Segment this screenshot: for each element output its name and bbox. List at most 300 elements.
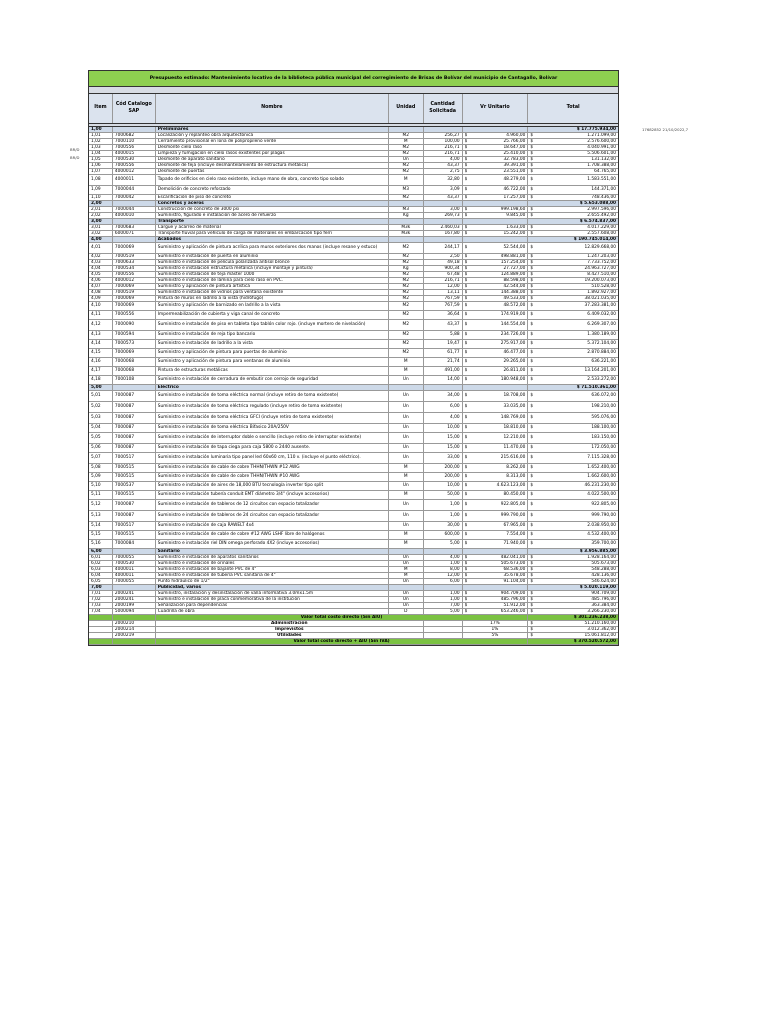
line-total-value: 172.050,00 (591, 445, 616, 451)
quantity: 6,00 (424, 579, 463, 584)
currency-sign: $ (464, 567, 468, 572)
item-name: Desmonte de aparato sanitario (156, 157, 389, 162)
line-total (528, 591, 618, 596)
currency-sign: $ (530, 341, 534, 347)
currency-sign: $ (464, 225, 468, 230)
quantity (424, 237, 463, 242)
unit: M (389, 175, 424, 185)
unit-price-value: 505.673,00 (500, 561, 526, 566)
sap-code: 7000069 (113, 296, 156, 301)
unit: Un (389, 522, 424, 530)
currency-sign: $ (464, 272, 468, 277)
table-row (89, 376, 618, 385)
line-total-value: 2.870.884,00 (587, 350, 616, 356)
unit: M3 (389, 186, 424, 194)
currency-sign: $ (530, 627, 534, 632)
line-total-value: 2.038.950,00 (587, 523, 616, 529)
line-total-value: 428.136,00 (591, 573, 616, 578)
unit-price-value: 4.960,00 (506, 133, 526, 138)
aiu-percent (424, 621, 463, 626)
unit-price (463, 266, 529, 271)
unit-price (463, 482, 529, 490)
unit-price (463, 175, 529, 185)
unit-price (463, 511, 529, 521)
line-total (528, 243, 618, 253)
item-number: 4,06 (89, 278, 113, 283)
line-total-value: 12.829.668,00 (584, 245, 616, 251)
table-row (89, 540, 618, 549)
quantity: 33,00 (424, 453, 463, 463)
currency-sign: $ (530, 207, 534, 212)
currency-sign: $ (464, 231, 468, 236)
unit-price (463, 163, 529, 168)
sap-code (113, 201, 156, 206)
quantity: 767,59 (424, 296, 463, 301)
spacer (89, 87, 618, 94)
table-row (89, 391, 618, 402)
currency-sign: $ (464, 284, 468, 289)
item-number: 4,07 (89, 284, 113, 289)
unit-price (463, 225, 529, 230)
sap-code: 7000087 (113, 500, 156, 510)
line-total (528, 213, 618, 218)
unit-price-value: 48.279,00 (503, 177, 526, 183)
item-number: 5,02 (89, 402, 113, 412)
unit-price-value: 48.572,00 (503, 303, 526, 309)
currency-sign: $ (530, 368, 534, 374)
quantity: 600,00 (424, 531, 463, 539)
item-name: Suministro e instalación de lámina para cielo raso en PVC. (156, 278, 389, 283)
item-number: 1,07 (89, 169, 113, 174)
sap-code: 2000241 (113, 591, 156, 596)
currency-sign: $ (530, 492, 534, 498)
item-name: Suministro y aplicación de pintura acrílica para muros exteriores dos manos (incluye resane y estuco) (156, 243, 389, 253)
unit: Un (389, 500, 424, 510)
line-total (528, 402, 618, 412)
item-number: 1,05 (89, 157, 113, 162)
unit-price (463, 376, 529, 384)
unit-price-value: 7.554,00 (506, 532, 526, 538)
item-number: 6,01 (89, 555, 113, 560)
line-total (528, 376, 618, 384)
item-number: 3,02 (89, 231, 113, 236)
line-total-value: 636.221,00 (591, 359, 616, 365)
unit: M2 (389, 151, 424, 156)
currency-sign: $ (464, 254, 468, 259)
unit: M (389, 358, 424, 366)
line-total (528, 260, 618, 265)
side-mark: BR/D (70, 155, 80, 160)
table-row (89, 522, 618, 531)
quantity: 3,00 (424, 207, 463, 212)
line-total (528, 231, 618, 236)
aiu-percent (424, 627, 463, 632)
quantity: 200,00 (424, 464, 463, 472)
unit-price-value: 144.554,00 (500, 322, 526, 328)
quantity (424, 585, 463, 590)
currency-sign: $ (530, 483, 534, 489)
currency-sign: $ (464, 133, 468, 138)
item-name: Suministro e instalación de vidrios para ventana existente (156, 290, 389, 295)
item-name: Suministro e instalación de tableros de 24 circuitos con espacio totalizador (156, 511, 389, 521)
unit-price (463, 367, 529, 375)
aiu-label: Imprevistos (156, 627, 424, 632)
unit-price-value: 485.796,00 (500, 597, 526, 602)
item-name: Suministro e instalación de toma eléctrica normal (incluye retiro de toma existente) (156, 391, 389, 401)
line-total (528, 413, 618, 423)
sap-code: 7000090 (113, 320, 156, 330)
currency-sign: $ (530, 591, 534, 596)
sap-code: 7000069 (113, 302, 156, 310)
sap-code: 7000633 (113, 260, 156, 265)
quantity: 269,73 (424, 213, 463, 218)
currency-sign: $ (464, 404, 468, 410)
category-total: $ 17.775.934,00 (576, 127, 616, 132)
category-total: $ 3.956.885,00 (579, 549, 616, 554)
aiu-total (528, 633, 618, 638)
line-total-value: 1.662.600,00 (587, 474, 616, 480)
table-row (89, 433, 618, 444)
item-number: 4,18 (89, 376, 113, 384)
line-total-value: 4.532.400,00 (587, 532, 616, 538)
category-total: $ 71.510.361,00 (576, 385, 616, 390)
item-number: 1,09 (89, 186, 113, 194)
aiu-total (528, 627, 618, 632)
unit: Un (389, 591, 424, 596)
unit-price-value: 234.726,00 (500, 332, 526, 338)
item-number: 1,06 (89, 163, 113, 168)
sap-code: 7000087 (113, 402, 156, 412)
line-total-value: 922.805,00 (591, 502, 616, 508)
line-total-value: 999.790,00 (591, 513, 616, 519)
item-number: 7,00 (89, 585, 113, 590)
unit: Un (389, 376, 424, 384)
sap-code: 4000011 (113, 175, 156, 185)
table-row (89, 349, 618, 358)
unit-price (463, 139, 529, 144)
item-name: Suministro e instalación de tapa ciega para caja 5800 o 2440 ausente. (156, 444, 389, 452)
line-total-value: 546.624,00 (591, 579, 616, 584)
unit-price-value: 4.623.123,00 (496, 483, 526, 489)
unit: Un (389, 603, 424, 608)
sap-code: 7000515 (113, 464, 156, 472)
currency-sign: $ (530, 435, 534, 441)
item-number: 2,02 (89, 213, 113, 218)
currency-sign: $ (464, 455, 468, 461)
currency-sign: $ (464, 573, 468, 578)
unit: Un (389, 402, 424, 412)
unit (389, 549, 424, 554)
unit-price (463, 254, 529, 259)
sap-code: 2000219 (113, 633, 156, 638)
unit: M2 (389, 278, 424, 283)
unit-price (463, 555, 529, 560)
item-number: 4,17 (89, 367, 113, 375)
category-total: $ 5.653.088,00 (579, 201, 616, 206)
line-total-value: 363.384,00 (591, 603, 616, 608)
item-number: 5,01 (89, 391, 113, 401)
summary-total: $ 370.520.572,00 (573, 639, 616, 644)
currency-sign: $ (530, 603, 534, 608)
line-total (528, 302, 618, 310)
unit-price-value: 51.912,00 (503, 603, 526, 608)
aiu-percent: 17% (463, 621, 529, 626)
item-name: Suministro y aplicación de pintura artística (156, 284, 389, 289)
unit-price-value: 15.242,00 (503, 231, 526, 236)
currency-sign: $ (464, 245, 468, 251)
quantity: 767,59 (424, 302, 463, 310)
item-number: 4,10 (89, 302, 113, 310)
sap-code: 7000534 (113, 266, 156, 271)
unit: Un (389, 453, 424, 463)
unit-price-value: 215.616,00 (500, 455, 526, 461)
item-name: Suministro e instalación de placa conmemorativa de la institución (156, 597, 389, 602)
unit-price (463, 473, 529, 481)
sap-code: 7000055 (113, 555, 156, 560)
unit-price-value: 482.041,00 (500, 555, 526, 560)
line-total (528, 163, 618, 168)
currency-sign: $ (530, 322, 534, 328)
line-total-value: 505.673,00 (591, 561, 616, 566)
sap-code: 4000012 (113, 169, 156, 174)
item-number: 5,16 (89, 540, 113, 548)
item-name: Suministro e instalación de aires de 18,000 BTU tecnología inverter tipo split (156, 482, 389, 490)
quantity: 100,00 (424, 139, 463, 144)
unit-price-value: 52.544,00 (503, 245, 526, 251)
quantity: 5,88 (424, 331, 463, 339)
currency-sign: $ (464, 157, 468, 162)
unit: M3 (389, 207, 424, 212)
currency-sign: $ (530, 139, 534, 144)
header-unidad: Unidad (389, 94, 424, 123)
sap-code: 7000682 (113, 133, 156, 138)
category-total: $ 190.745.014,00 (573, 237, 616, 242)
currency-sign: $ (530, 145, 534, 150)
item-number: 5,03 (89, 413, 113, 423)
quantity: 6,00 (424, 402, 463, 412)
unit-price (463, 585, 529, 590)
line-total (528, 511, 618, 521)
line-total (528, 561, 618, 566)
item-number: 1,01 (89, 133, 113, 138)
line-total-value: 4.040.991,00 (587, 145, 616, 150)
item-number: 7,03 (89, 603, 113, 608)
unit-price (463, 272, 529, 277)
unit-price-value: 148.769,00 (500, 415, 526, 421)
unit-price-value: 46.722,00 (503, 187, 526, 193)
unit-price-value: 29.265,00 (503, 359, 526, 365)
quantity: 216,71 (424, 151, 463, 156)
line-total (528, 175, 618, 185)
unit-price-value: 18.708,00 (503, 393, 526, 399)
item-number: 5,10 (89, 482, 113, 490)
item-number (89, 639, 113, 644)
item-number: 4,09 (89, 296, 113, 301)
table-row (89, 511, 618, 522)
currency-sign: $ (530, 541, 534, 547)
item-name: Suministro e instalación luminaria tipo panel led 60x60 cm, 110 v. (incluye el punto eléctrico). (156, 453, 389, 463)
item-name: Cargue y acarreo de material (156, 225, 389, 230)
table-row (89, 311, 618, 320)
side-note: 17682852 21/10/2022,7 (642, 127, 689, 132)
line-total-value: 46.231.230,00 (584, 483, 616, 489)
quantity: 34,00 (424, 391, 463, 401)
aiu-total (528, 621, 618, 626)
item-name: Desmonte de teja (incluye desmantelamiento de estructura metálica) (156, 163, 389, 168)
line-total-value: 3.266.230,00 (587, 609, 616, 614)
category-name: Preliminares (156, 127, 389, 132)
item-number: 1,02 (89, 139, 113, 144)
unit-price (463, 391, 529, 401)
unit-price-value: 35.678,00 (503, 573, 526, 578)
line-total (528, 555, 618, 560)
unit: M2 (389, 349, 424, 357)
currency-sign: $ (530, 474, 534, 480)
item-number: 6,05 (89, 579, 113, 584)
currency-sign: $ (464, 278, 468, 283)
line-total-value: 24.963.727,00 (584, 266, 616, 271)
currency-sign: $ (530, 303, 534, 309)
quantity: 1,00 (424, 591, 463, 596)
item-name: Suministro e instalación de tubería PVC sanitaria de 4" (156, 573, 389, 578)
line-total-value: 1.247.203,00 (587, 254, 616, 259)
currency-sign: $ (464, 266, 468, 271)
currency-sign: $ (464, 435, 468, 441)
item-number: 5,09 (89, 473, 113, 481)
item-number: 4,00 (89, 237, 113, 242)
unit-price-value: 8.262,00 (506, 465, 526, 471)
item-name: Impermeabilización de cubierta y viga canal de concreto (156, 311, 389, 319)
line-total-value: 2.576.600,00 (587, 139, 616, 144)
item-name: Suministro e instalación de toma eléctrica regulado (incluye retiro de toma existente) (156, 402, 389, 412)
unit (389, 237, 424, 242)
line-total (528, 278, 618, 283)
sap-code (113, 219, 156, 224)
line-total (528, 139, 618, 144)
unit-price (463, 591, 529, 596)
line-total (528, 157, 618, 162)
quantity: 3,09 (424, 186, 463, 194)
line-total-value: 1.271.099,00 (587, 133, 616, 138)
unit-price (463, 433, 529, 443)
currency-sign: $ (530, 177, 534, 183)
line-total (528, 464, 618, 472)
unit: Un (389, 444, 424, 452)
currency-sign: $ (464, 290, 468, 295)
unit-price (463, 413, 529, 423)
unit-price (463, 133, 529, 138)
quantity: 61,77 (424, 349, 463, 357)
category-name: Publicidad, varios (156, 585, 389, 590)
currency-sign: $ (530, 523, 534, 529)
aiu-total-value: 51.210.160,00 (584, 621, 616, 626)
table-row (89, 500, 618, 511)
unit: M2 (389, 272, 424, 277)
currency-sign: $ (464, 425, 468, 431)
item-name: Transporte fluvial para vehículo de carga de materiales en embarcación tipo ferri (156, 231, 389, 236)
summary-label: Valor total costo directo + AIU (Sin IVA) (156, 639, 529, 644)
budget-title: Presupuesto estimado: Mantenimiento locativo de la biblioteca pública municipal del corregimiento de Brisas de Bolívar del municipio de Cantagallo, Bolívar (89, 71, 618, 87)
unit: M2 (389, 169, 424, 174)
item-number (89, 633, 113, 638)
sap-code: 7000517 (113, 453, 156, 463)
currency-sign: $ (530, 195, 534, 200)
currency-sign: $ (464, 561, 468, 566)
table-row (89, 444, 618, 453)
currency-sign: $ (464, 597, 468, 602)
sap-code: 7000683 (113, 225, 156, 230)
unit-price (463, 385, 529, 390)
quantity: 43,37 (424, 163, 463, 168)
item-name: Suministro e instalación de interruptor doble o sencillo (incluye retiro de interruptor existente) (156, 433, 389, 443)
quantity: 67,48 (424, 272, 463, 277)
currency-sign: $ (530, 567, 534, 572)
line-total (528, 272, 618, 277)
item-number: 4,01 (89, 243, 113, 253)
unit-price (463, 500, 529, 510)
quantity: 200,00 (424, 473, 463, 481)
line-total (528, 500, 618, 510)
currency-sign: $ (530, 296, 534, 301)
item-name: Suministro e instalación de toma eléctrica Bifasico 20A/250V (156, 424, 389, 432)
line-total (528, 186, 618, 194)
unit-price-value: 124.889,00 (500, 272, 526, 277)
item-name: Suministro e instalación de toma eléctrica GFCI (incluye retiro de toma existente) (156, 413, 389, 423)
sap-code: 7000515 (113, 473, 156, 481)
line-total-value: 183.150,00 (591, 435, 616, 441)
unit-price (463, 522, 529, 530)
aiu-percent: 5% (463, 633, 529, 638)
quantity: 12,00 (424, 284, 463, 289)
line-total-value: 748.436,00 (591, 195, 616, 200)
currency-sign: $ (464, 169, 468, 174)
currency-sign: $ (530, 633, 534, 638)
sap-code: 7000087 (113, 413, 156, 423)
sap-code: 2000241 (113, 597, 156, 602)
unit: M (389, 567, 424, 572)
unit-price-value: 25.766,00 (503, 139, 526, 144)
currency-sign: $ (464, 591, 468, 596)
currency-sign: $ (464, 350, 468, 356)
currency-sign: $ (530, 579, 534, 584)
line-total-value: 636.072,00 (591, 393, 616, 399)
quantity: 244,17 (424, 243, 463, 253)
sap-code: 7000110 (113, 139, 156, 144)
unit-price (463, 231, 529, 236)
unit: M (389, 540, 424, 548)
unit-price (463, 531, 529, 539)
item-name: Suministro e instalación de cable de cobre THHN/THWN #12 AWG (156, 464, 389, 472)
item-number: 1,04 (89, 151, 113, 156)
unit: M (389, 464, 424, 472)
item-number (89, 615, 113, 620)
item-number: 4,02 (89, 254, 113, 259)
line-total (528, 433, 618, 443)
unit: M2 (389, 296, 424, 301)
currency-sign: $ (464, 502, 468, 508)
aiu-percent (424, 633, 463, 638)
currency-sign: $ (464, 541, 468, 547)
unit-price-value: 33.035,00 (503, 404, 526, 410)
quantity: 10,00 (424, 482, 463, 490)
unit-price-value: 999.790,00 (500, 513, 526, 519)
currency-sign: $ (464, 513, 468, 519)
quantity: 256,27 (424, 133, 463, 138)
item-name: Suministro e instalación tubería conduit EMT diámetro 3/4" (incluye accesorios) (156, 491, 389, 499)
currency-sign: $ (530, 290, 534, 295)
item-name: Suministro e instalación de tableros de 12 circuitos con espacio totalizador (156, 500, 389, 510)
aiu-total-value: 15.061.812,00 (584, 633, 616, 638)
